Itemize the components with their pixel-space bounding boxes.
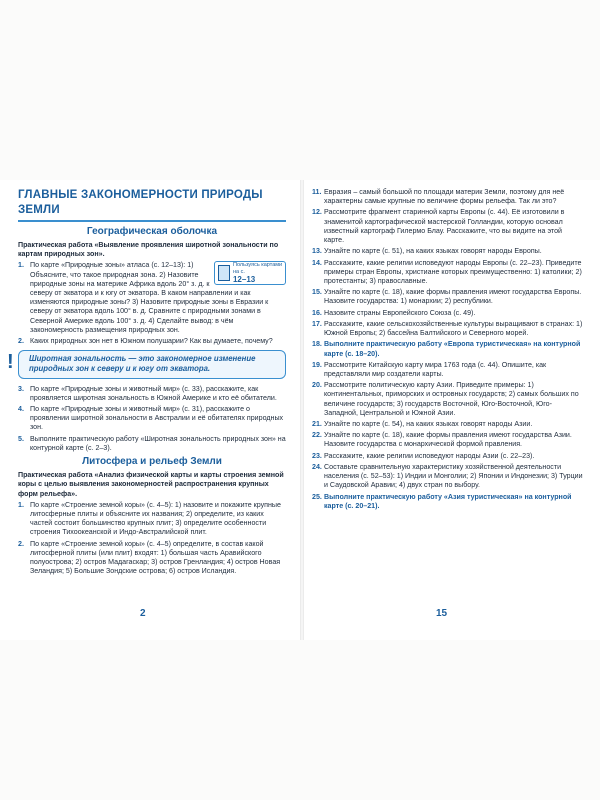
item-number: 2.: [18, 337, 24, 346]
item-text: Расскажите, какие сельскохозяйственные культуры выращивают в странах: 1) Южной Европы; 2) бассейна Балтийского и Северного морей.: [324, 319, 583, 338]
item-text: Узнайте по карте (с. 18), какие формы правления имеют государства Азии. Назовите государства с монархической формой правления.: [324, 431, 572, 449]
item-text: Узнайте по карте (с. 54), на каких языках говорят народы Азии.: [324, 420, 533, 429]
item-number: 12.: [312, 208, 322, 217]
left-item-1: [18, 261, 286, 335]
item-number: 2.: [18, 539, 24, 548]
item-text: Каких природных зон нет в Южном полушарии? Как вы думаете, почему?: [30, 337, 273, 346]
book-icon: [218, 265, 230, 281]
item-number: 5.: [18, 434, 24, 443]
item-number: 25.: [312, 492, 322, 501]
item-number: 19.: [312, 360, 322, 369]
left-item-5: [18, 435, 286, 453]
item-number: 24.: [312, 462, 322, 471]
item-text: Рассмотрите политическую карту Азии. Приведите примеры: 1) континентальных, приморских и островных государств; 2) самых больших по величине государств; 3) государств Восточной, Юго-Восточной, Юго-Западной, Центральной и Южной Азии.: [324, 381, 579, 417]
item-number: 11.: [312, 188, 322, 196]
right-item: [312, 361, 584, 379]
item-text: По карте «Природные зоны и животный мир» (с. 33), расскажите, как проявляется широтная зональность в Южной Америке и кто её обитатели.: [30, 384, 277, 402]
section-title-lithosphere: Литосфера и рельеф Земли: [82, 456, 222, 468]
right-item: [312, 463, 584, 491]
item-number: 18.: [312, 340, 322, 349]
item-number: 23.: [312, 451, 322, 460]
left-item-l2: [18, 540, 286, 577]
callout-text: Широтная зональность — это закономерное изменение природных зон к северу и к югу от экватора.: [29, 354, 256, 374]
page-fold: [300, 180, 304, 640]
item-number: 4.: [18, 404, 24, 413]
map-hint-label: Пользуясь картами на с.: [232, 262, 283, 275]
item-text: Выполните практическую работу «Азия туристическая» на контурной карте (с. 20–21).: [324, 492, 572, 510]
right-item: [312, 340, 584, 358]
item-text: Составьте сравнительную характеристику хозяйственной деятельности населения (с. 52–53): 1) Индии и Монголии; 2) Японии и Индонезии; 3) Турции и Саудовской Аравии; 4) двух стран по выбору.: [324, 462, 583, 490]
item-text: По карте «Природные зоны» атласа (с. 12–13): 1) Объясните, что такое природная зона. 2) Назовите природные зоны на материке Африка вдоль 20° з. д. к северу от экватора и к югу от экватора. В каком направлении и как изменяются природные зоны? 3) Назовите природные зоны в Евразии к северу от экватора вдоль 100° в. д. Сравните с природными зонами в Северной Америке вдоль 100° з. д. 4) Сделайте вывод: в чём закономерность размещения природных зон.: [30, 261, 269, 334]
exclamation-icon: !: [7, 351, 14, 374]
chapter-title: ГЛАВНЫЕ ЗАКОНОМЕРНОСТИ ПРИРОДЫ ЗЕМЛИ: [18, 189, 263, 216]
map-hint-pages: 12–13: [232, 274, 256, 284]
item-text: Евразия – самый большой по площади материк Земли, поэтому для неё характерны самые крупные по величине формы рельефа. Так ли это?: [324, 188, 565, 206]
right-item: [312, 309, 584, 318]
item-number: 21.: [312, 420, 322, 429]
item-text: Рассмотрите фрагмент старинной карты Европы (с. 44). Её изготовили в знаменитой картографической мастерской Голландии, которую основал известный картограф Гилермо Блау. Расскажите, что вы видите на этой карте.: [324, 208, 565, 245]
definition-callout: [7, 350, 286, 378]
right-item: [312, 188, 584, 206]
item-text: Узнайте по карте (с. 18), какие формы правления имеют государства Европы. Назовите государства: 1) монархии; 2) республики.: [324, 288, 582, 306]
item-number: 1.: [18, 261, 24, 270]
item-number: 13.: [312, 247, 322, 256]
right-item: [312, 493, 584, 511]
item-text: Выполните практическую работу «Широтная зональность природных зон» на контурной карте (с. 2–3).: [30, 434, 286, 452]
right-item: [312, 288, 584, 306]
item-text: Рассмотрите Китайскую карту мира 1763 года (с. 44). Опишите, как представляли мир создатели карты.: [324, 360, 547, 378]
item-number: 1.: [18, 500, 24, 509]
left-item-4: [18, 405, 286, 433]
item-text: Узнайте по карте (с. 51), на каких языках говорят народы Европы.: [324, 247, 542, 256]
item-text: По карте «Природные зоны и животный мир» (с. 31), расскажите о проявлении широтной зональности в Австралии и её обитателях природных зон.: [30, 404, 284, 432]
practical-work-1: Практическая работа «Выявление проявления широтной зональности по картам природных зон».: [18, 240, 279, 259]
left-item-l1: [18, 501, 286, 538]
right-item: [312, 247, 584, 256]
right-page: [312, 188, 584, 513]
map-hint-box: [214, 261, 286, 285]
right-item: [312, 381, 584, 418]
left-item-2: [18, 337, 286, 346]
item-text: По карте «Строение земной коры» (с. 4–5) определите, в состав какой литосферной плиты (или плит) входят: 1) большая часть Аравийского полуострова; 2) остров Мадагаскар; 3) остров Гренландия; 4) остров Новая Зеландия; 5) Большие Зондские острова; 6) остров Исландия.: [30, 539, 281, 576]
item-number: 15.: [312, 288, 322, 297]
item-text: По карте «Строение земной коры» (с. 4–5): 1) назовите и покажите крупные литосферные плиты и объясните их названия; 2) определите, из каких частей состоит большинство крупных плит; 3) определите особенности строения Тихоокеанской и Индо-Австралийской плит.: [30, 500, 281, 537]
left-page: [7, 188, 286, 578]
right-item: [312, 420, 584, 429]
item-text: Назовите страны Европейского Союза (с. 49).: [324, 308, 476, 317]
item-text: Расскажите, какие религии исповедуют народы Европы (с. 22–23). Приведите примеры стран Европы, христиане которых преимущественно: 1) католики; 2) протестанты; 3) православные.: [324, 258, 582, 285]
practical-work-2: Практическая работа «Анализ физической карты и карты строения земной коры с целью выявления закономерностей распространения крупных форм рельефа».: [18, 471, 284, 498]
right-item: [312, 208, 584, 245]
item-number: 22.: [312, 431, 322, 440]
item-number: 17.: [312, 319, 322, 328]
item-number: 14.: [312, 258, 322, 267]
left-item-3: [18, 385, 286, 403]
item-number: 16.: [312, 308, 322, 317]
right-item: [312, 320, 584, 338]
item-number: 3.: [18, 384, 24, 393]
item-text: Расскажите, какие религии исповедуют народы Азии (с. 22–23).: [324, 451, 535, 460]
page-number-left: 2: [140, 608, 146, 619]
right-item: [312, 431, 584, 449]
item-text: Выполните практическую работу «Европа туристическая» на контурной карте (с. 18–20).: [324, 340, 581, 358]
item-number: 20.: [312, 381, 322, 390]
right-item: [312, 452, 584, 461]
page-number-right: 15: [436, 608, 448, 619]
right-item: [312, 259, 584, 287]
title-rule: [18, 220, 286, 222]
section-title-geo-shell: Географическая оболочка: [86, 225, 218, 237]
